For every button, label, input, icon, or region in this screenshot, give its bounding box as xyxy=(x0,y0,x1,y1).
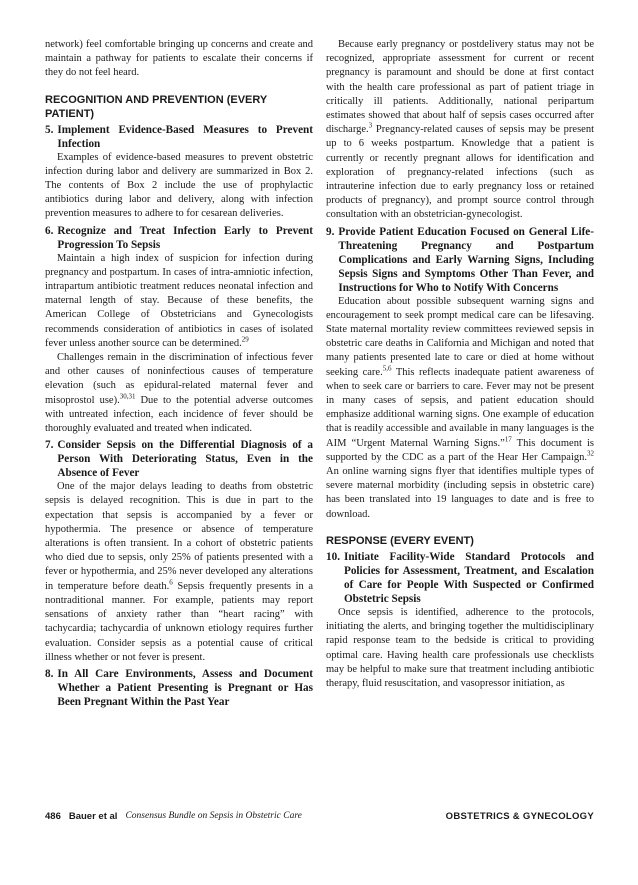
item-9-number: 9. xyxy=(326,225,335,238)
item-7-paragraph-text-b: Sepsis frequently presents in a nontraditional manner. For example, patients may report sensations of anxiety rather than “heart racing” with tachycardia; tachycardia of unknown etiology requires further evaluation. Consider sepsis as a potential cause of critical illness whether or not fever is present. xyxy=(45,580,313,663)
item-7-title: Consider Sepsis on the Differential Diagnosis of a Person With Deteriorating Status, Even in the Absence of Fever xyxy=(57,439,313,480)
citation: 5,6 xyxy=(382,364,392,373)
item-9-title: Provide Patient Education Focused on General Life-Threatening Pregnancy and Postpartum Complications and Early Warning Signs, Including Sepsis Signs and Symptoms Other Than Fever, and Instructions for Who to Notify With Concerns xyxy=(338,225,594,294)
citation: 17 xyxy=(504,435,512,444)
item-6-paragraph-2 xyxy=(45,351,313,436)
item-5-title: Implement Evidence-Based Measures to Prevent Infection xyxy=(57,123,313,150)
item-8-number: 8. xyxy=(45,667,54,680)
item-6-paragraph-2-text-a: Challenges remain in the discrimination of infectious fever and other causes of noninfectious causes of temperature elevation (such as epidural-related maternal fever and misoprostol use). xyxy=(45,352,313,406)
item-9-text-d: An online warning signs flyer that identifies multiple types of severe maternal morbidity (including sepsis in obstetric care) has been translated into 19 languages to date and is free to download. xyxy=(326,466,594,520)
page-number: 486 xyxy=(45,810,61,822)
item-9-text-a: Education about possible subsequent warning signs and encouragement to seek prompt medical care can be lifesaving. State maternal mortality review committees reviewed sepsis in obstetric care deaths in California and Michigan and noted that many patients presented late to care or died at home without seeking care. xyxy=(326,295,594,378)
section-heading-response: RESPONSE (EVERY EVENT) xyxy=(326,534,474,547)
footer-journal-name: OBSTETRICS & GYNECOLOGY xyxy=(445,810,594,822)
item-10-heading xyxy=(326,550,594,606)
citation: 6 xyxy=(169,578,173,587)
item-7-number: 7. xyxy=(45,439,54,452)
item-9-heading xyxy=(326,225,594,295)
item-10-paragraph: Once sepsis is identified, adherence to the protocols, initiating the alerts, and bringing together the multidisciplinary rapid response team to the bedside is critical to providing optimal care. Having health care professionals use checklists may be helpful to make sure that treatment including antibiotic therapy, fluid resuscitation, and vasopressor initiation, as xyxy=(326,606,594,689)
item-6-title: Recognize and Treat Infection Early to Prevent Progression To Sepsis xyxy=(57,224,313,251)
item-6-number: 6. xyxy=(45,224,54,237)
pregnancy-status-paragraph xyxy=(326,38,594,223)
intro-paragraph: network) feel comfortable bringing up concerns and create and maintain a pathway for patients to escalate their concerns if they do not feel heard. xyxy=(45,39,313,79)
citation: 3 xyxy=(368,121,373,130)
item-7-heading xyxy=(45,438,313,480)
citation: 30,31 xyxy=(119,392,136,401)
citation: 29 xyxy=(241,335,249,344)
page-footer xyxy=(45,809,594,823)
item-5-paragraph: Examples of evidence-based measures to prevent obstetric infection during labor and delivery are summarized in Box 2. The contents of Box 2 include the use of prophylactic antibiotics during labor and delivery, along with infection prevention measures to adhere to for cesarean deliveries. xyxy=(45,151,313,220)
item-5-heading xyxy=(45,123,313,151)
item-6-paragraph-1 xyxy=(45,252,313,351)
right-column xyxy=(326,38,594,691)
item-10-title: Initiate Facility-Wide Standard Protocols and Policies for Assessment, Treatment, and Escalation of Care for People With Suspected or Confirmed Obstetric Sepsis xyxy=(343,550,594,605)
footer-article-title: Consensus Bundle on Sepsis in Obstetric Care xyxy=(125,811,302,821)
footer-authors: Bauer et al xyxy=(68,810,118,822)
item-5-number: 5. xyxy=(45,123,54,136)
pregnancy-status-text-a: Because early pregnancy or postdelivery status may not be recognized, appropriate assessment for current or recent pregnancy is paramount and should be done at first contact with the health care professional as part of patient triage in critically ill patients. Additionally, national peripartum estimates showed that about half of sepsis cases occurred after discharge. xyxy=(326,39,594,136)
item-8-heading xyxy=(45,667,313,709)
pregnancy-status-text-b: Pregnancy-related causes of sepsis may be present up to 6 weeks postpartum. Knowledge that a patient is currently or recently pregnant allows for identification and exploration of pregnancy-related infections (such as intrauterine infection due to early pregnancy loss or retained products of pregnancy), and prompt source control through consultation with an obstetrician-gynecologist. xyxy=(326,124,594,221)
item-6-paragraph-1-text: Maintain a high index of suspicion for infection during pregnancy and postpartum. In cases of intra-amniotic infection, intrapartum antibiotic treatment reduces neonatal infection and maternal length of stay. Because of these benefits, the American College of Obstetricians and Gynecologists recommends consideration of antibiotics in cases of isolated fever unless another source can be determined. xyxy=(45,252,313,349)
item-7-paragraph-text-a: One of the major delays leading to deaths from obstetric sepsis is delayed recognition. This is due in part to the expectation that sepsis is accompanied by a fever or hypothermia. The presence or absence of temperature alterations is often transient. In a cohort of obstetric patients who died due to sepsis, only 25% of patients presented with a fever or hypothermia, and 25% never developed any alterations in temperature before death. xyxy=(45,481,313,592)
item-8-title: In All Care Environments, Assess and Document Whether a Patient Presenting is Pregnant or Has Been Pregnant Within the Past Year xyxy=(57,667,313,708)
citation: 32 xyxy=(587,449,594,458)
item-9-text-c: This document is supported by the CDC as a part of the Hear Her Campaign. xyxy=(326,437,594,463)
section-heading-recognition: RECOGNITION AND PREVENTION (EVERY PATIENT) xyxy=(45,93,268,120)
left-column xyxy=(45,38,313,709)
item-9-text-b: This reflects inadequate patient awareness of when to seek care or barriers to care. Fever may not be present in many cases of sepsis, and patient education should emphasize additional warning signs. One example of education that is readily accessible and available in many languages is the AIM “Urgent Maternal Warning Signs.” xyxy=(326,366,594,449)
item-9-paragraph xyxy=(326,295,594,522)
item-6-heading xyxy=(45,224,313,252)
item-10-number: 10. xyxy=(326,550,340,563)
item-6-paragraph-2-text-b: Due to the potential adverse outcomes with untreated infection, each incidence of fever should be thoroughly evaluated and treated when indicated. xyxy=(45,394,313,435)
item-7-paragraph xyxy=(45,480,313,665)
